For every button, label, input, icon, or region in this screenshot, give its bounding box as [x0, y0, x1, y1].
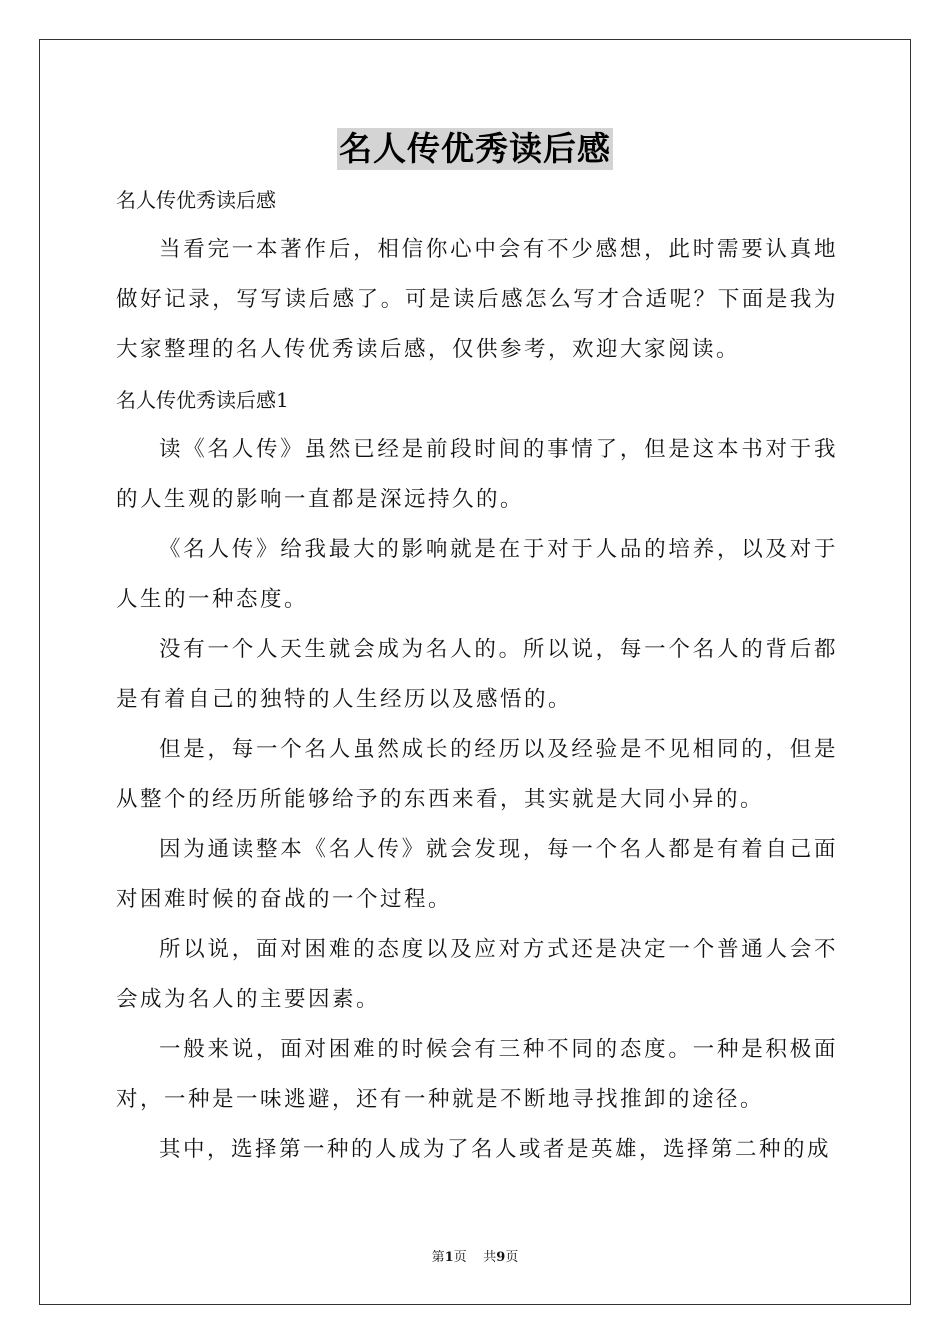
paragraph: 没有一个人天生就会成为名人的。所以说，每一个名人的背后都是有着自己的独特的人生经历以及感悟的。 — [116, 637, 838, 712]
total-suffix: 页 — [505, 1250, 519, 1265]
paragraph: 因为通读整本《名人传》就会发现，每一个名人都是有着自己面对困难时候的奋战的一个过程。 — [116, 837, 838, 912]
paragraph: 其中，选择第一种的人成为了名人或者是英雄，选择第二种的成 — [159, 1137, 832, 1162]
page-suffix: 页 — [453, 1250, 467, 1265]
total-pages: 9 — [496, 1250, 506, 1265]
paragraph: 读《名人传》虽然已经是前段时间的事情了，但是这本书对于我的人生观的影响一直都是深远持久的。 — [116, 437, 838, 512]
title-container — [0, 128, 950, 170]
paragraph: 所以说，面对困难的态度以及应对方式还是决定一个普通人会不会成为名人的主要因素。 — [116, 937, 838, 1012]
paragraph: 《名人传》给我最大的影响就是在于对于人品的培养，以及对于人生的一种态度。 — [116, 537, 838, 612]
intro-paragraph: 当看完一本著作后，相信你心中会有不少感想，此时需要认真地做好记录，写写读后感了。可是读后感怎么写才合适呢？下面是我为大家整理的名人传优秀读后感，仅供参考，欢迎大家阅读。 — [116, 237, 838, 362]
paragraph: 一般来说，面对困难的时候会有三种不同的态度。一种是积极面对，一种是一味逃避，还有一种就是不断地寻找推卸的途径。 — [116, 1037, 838, 1112]
subtitle: 名人传优秀读后感 — [116, 188, 276, 212]
total-prefix: 共 — [483, 1250, 497, 1265]
page-footer — [0, 1246, 950, 1265]
page-prefix: 第 — [431, 1250, 445, 1265]
paragraph: 但是，每一个名人虽然成长的经历以及经验是不见相同的，但是从整个的经历所能够给予的东西来看，其实就是大同小异的。 — [116, 737, 838, 812]
document-body — [116, 175, 838, 1175]
document-title: 名人传优秀读后感 — [339, 129, 611, 168]
page-number: 1 — [444, 1250, 454, 1265]
section-heading: 名人传优秀读后感1 — [116, 388, 289, 412]
